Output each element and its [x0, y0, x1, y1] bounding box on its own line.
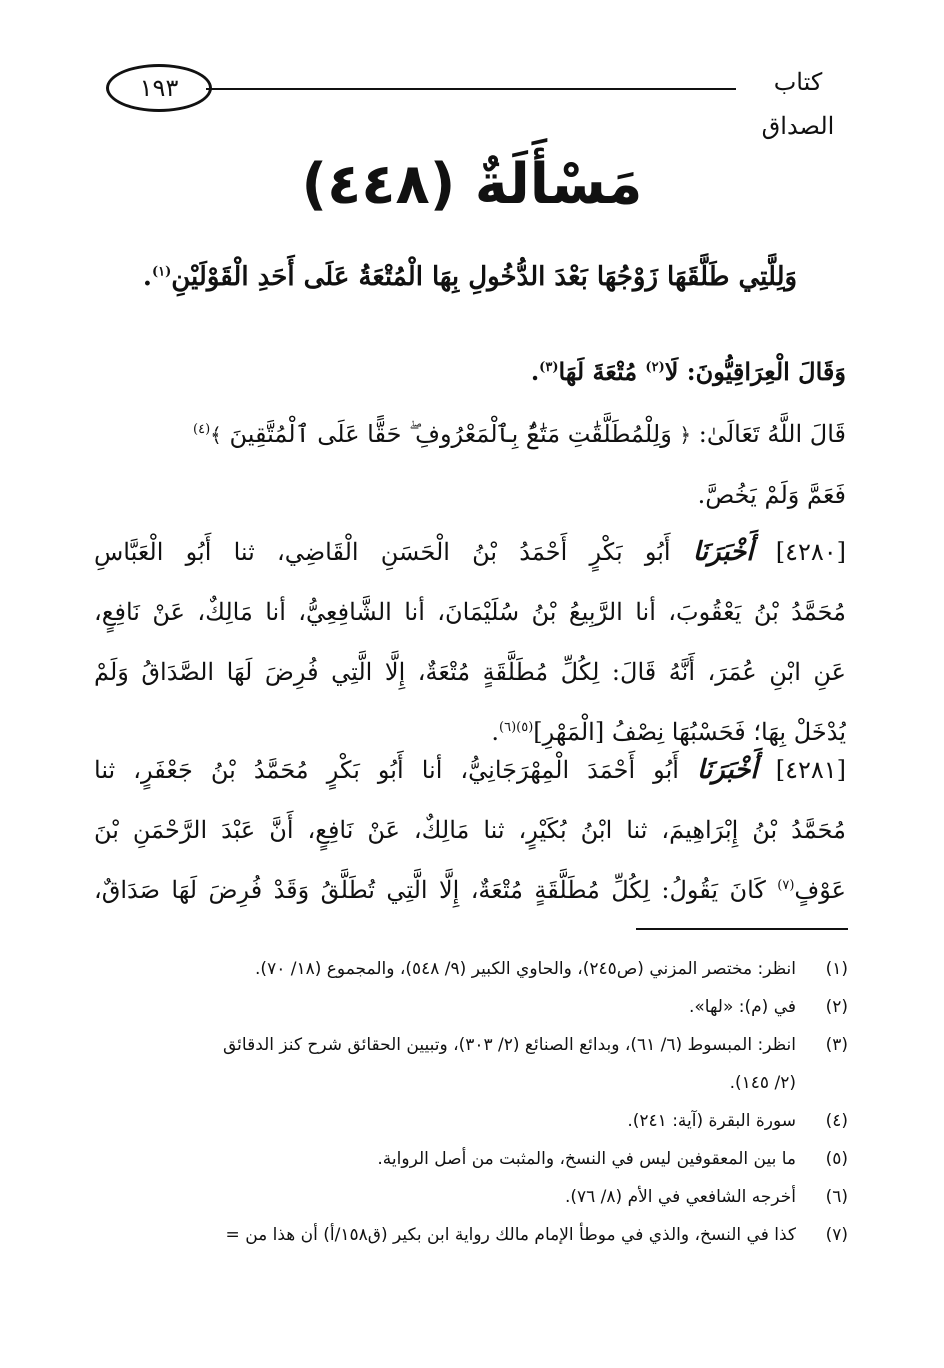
page-number: ١٩٣	[106, 64, 212, 112]
text-segment: مُتْعَةَ لَهَا	[558, 357, 646, 386]
footnote-ref: (١)	[151, 264, 172, 280]
footnote-number: (٧)	[825, 1225, 848, 1245]
footnote-number: (٢)	[825, 997, 848, 1017]
text-segment: أَبُو أَحْمَدَ الْمِهْرَجَانِيُّ، أنا أَبُو بَكْرٍ مُحَمَّدُ بْنُ جَعْفَرٍ، ثنا	[94, 756, 679, 784]
footnote-text: سورة البقرة (آية: ٢٤١).	[627, 1111, 796, 1131]
text-line: مُحَمَّدُ بْنُ يَعْقُوبَ، أنا الرَّبِيعُ بْنُ سُلَيْمَانَ، أنا الشَّافِعِيُّ، أنا مَالِكٌ، عَنْ نَافِعٍ،	[94, 598, 846, 626]
text-segment: كَانَ يَقُولُ: لِكُلِّ مُطَلَّقَةٍ مُتْعَةٌ، إِلَّا الَّتِي تُطَلَّقُ وَقَدْ فُرِضَ لَهَا صَدَاقٌ،	[94, 876, 778, 904]
text-line: فَعَمَّ وَلَمْ يَخُصَّ.	[697, 481, 846, 509]
footnote-text: في (م): «لها».	[688, 997, 796, 1017]
text-segment: قَالَ اللَّهُ تَعَالَىٰ:	[691, 420, 846, 448]
footnote-item	[88, 1102, 848, 1140]
hadith-number: [٤٢٨٠]	[775, 538, 846, 566]
iraqi-opinion	[94, 342, 846, 402]
quran-bracket-close: ﴾	[210, 423, 222, 447]
footnote-text: انظر: مختصر المزني (ص٢٤٥)، والحاوي الكبير (٩/ ٥٤٨)، والمجموع (١٨/ ٧٠).	[255, 959, 796, 979]
footnote-text-line: (٢/ ١٤٥).	[729, 1073, 796, 1093]
footnote-text-line: انظر: المبسوط (٦/ ٦١)، وبدائع الصنائع (٢/ ٣٠٣)، وتبيين الحقائق شرح كنز الدقائق	[222, 1035, 796, 1055]
hadith-lead-word: أَخْبَرَنَا	[692, 537, 754, 567]
issue-statement-end: .	[142, 262, 152, 292]
page-title: مَسْأَلَةٌ (٤٤٨)	[301, 152, 643, 217]
footnote-text: ما بين المعقوفين ليس في النسخ، والمثبت من أصل الرواية.	[377, 1149, 796, 1169]
footnote-ref: (٢)	[645, 360, 665, 375]
header-rule	[206, 88, 736, 90]
footnote-item	[88, 1178, 848, 1216]
quran-verse: وَلِلْمُطَلَّقَٰتِ مَتَٰعٌۢ بِٱلْمَعْرُوفِ ۖ حَقًّا عَلَى ٱلْمُتَّقِينَ	[221, 420, 680, 448]
footnote-item	[88, 988, 848, 1026]
footnote-ref: (٧)	[777, 878, 795, 893]
quran-bracket-open: ﴿	[679, 423, 692, 447]
footnote-number: (١)	[825, 959, 848, 979]
hadith-number: [٤٢٨١]	[775, 756, 846, 784]
text-segment: أَبُو بَكْرٍ أَحْمَدُ بْنُ الْحَسَنِ الْقَاضِي، ثنا أَبُو الْعَبَّاسِ	[94, 538, 671, 566]
footnote-item	[88, 1216, 848, 1254]
footnote-text: أخرجه الشافعي في الأم (٨/ ٧٦).	[564, 1187, 796, 1207]
hadith-4281	[94, 740, 846, 920]
text-segment: يُدْخَلْ بِهَا؛ فَحَسْبُهَا نِصْفُ [الْمَهْرِ]	[533, 718, 846, 746]
footnote-text	[88, 1026, 796, 1102]
footnote-item	[88, 1026, 848, 1102]
footnote-ref: (٣)	[539, 360, 559, 375]
footnote-item	[88, 1140, 848, 1178]
quran-citation	[94, 404, 846, 525]
book-title-logo: كتاب الصداق	[761, 68, 835, 140]
footnote-number: (٦)	[825, 1187, 848, 1207]
hadith-4280	[94, 522, 846, 762]
text-line: عَنِ ابْنِ عُمَرَ، أَنَّهُ قَالَ: لِكُلِّ مُطَلَّقَةٍ مُتْعَةٌ، إِلَّا الَّتِي فُرِضَ لَهَا الصَّدَاقُ وَلَمْ	[94, 658, 846, 686]
footnote-number: (٥)	[825, 1149, 848, 1169]
text-segment: .	[530, 357, 540, 386]
footnote-ref: (٥)	[516, 720, 534, 735]
text-line: مُحَمَّدُ بْنُ إِبْرَاهِيمَ، ثنا ابْنُ بُكَيْرٍ، ثنا مَالِكٌ، عَنْ نَافِعٍ، أَنَّ عَبْدَ الرَّحْمَنِ بْنَ	[94, 816, 846, 844]
footnote-number: (٤)	[825, 1111, 848, 1131]
footnote-number: (٣)	[825, 1035, 848, 1055]
issue-statement-text: وَلِلَّتِي طَلَّقَهَا زَوْجُهَا بَعْدَ الدُّخُولِ بِهَا الْمُتْعَةُ عَلَى أَحَدِ الْقَوْلَيْنِ	[171, 262, 798, 292]
footnote-separator	[636, 928, 848, 930]
text-segment: .	[491, 718, 500, 746]
footnotes	[88, 950, 848, 1254]
text-segment: عَوْفٍ	[794, 876, 846, 904]
text-segment: وَقَالَ الْعِرَاقِيُّونَ: لَا	[664, 357, 846, 386]
footnote-text: كذا في النسخ، والذي في موطأ الإمام مالك رواية ابن بكير (ق١٥٨/أ) أن هذا من =	[225, 1225, 796, 1245]
footnote-ref: (٦)	[499, 720, 517, 735]
footnote-item	[88, 950, 848, 988]
issue-statement	[70, 252, 870, 302]
hadith-lead-word: أَخْبَرَنَا	[696, 755, 758, 785]
footnote-ref: (٤)	[193, 422, 211, 437]
